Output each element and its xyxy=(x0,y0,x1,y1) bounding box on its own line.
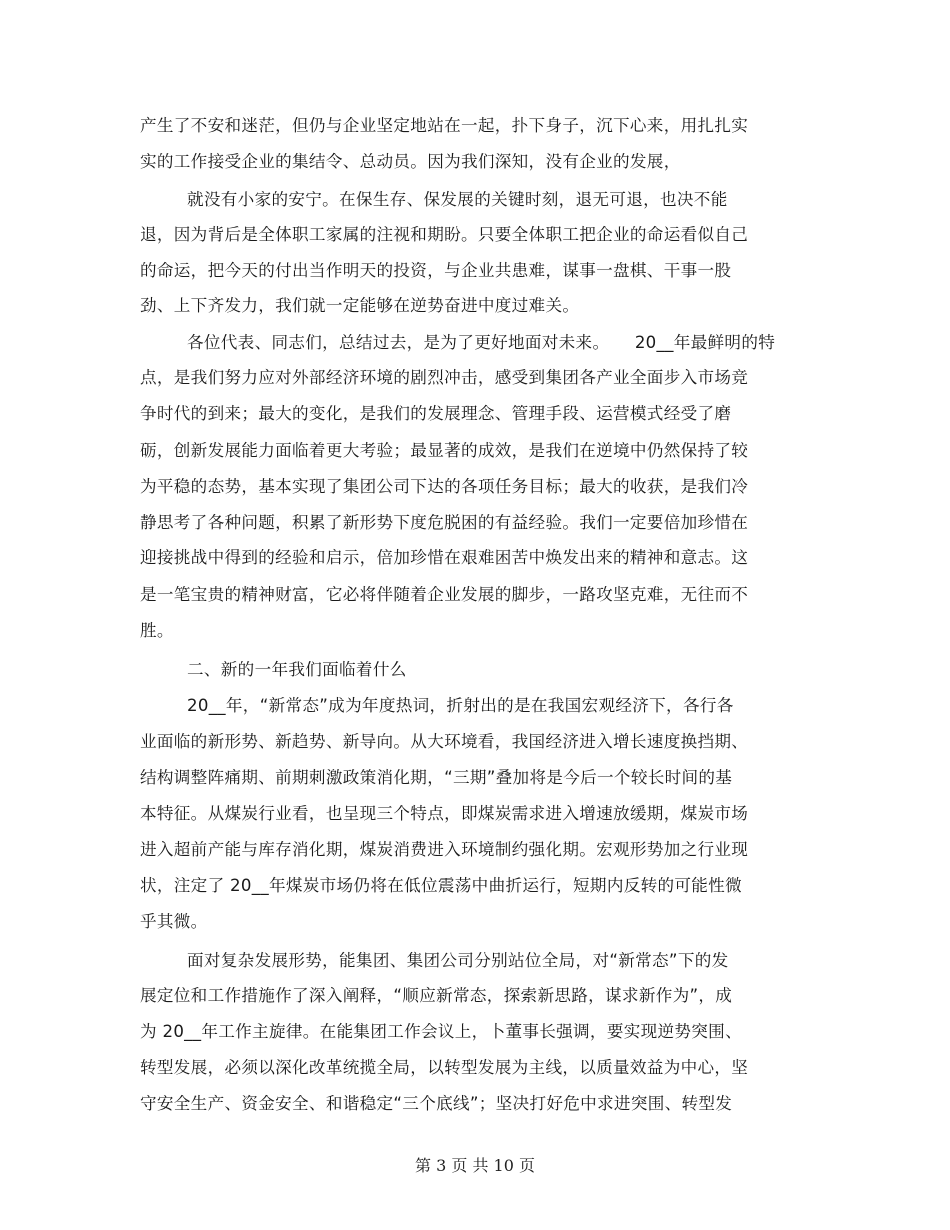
text-line: 面对复杂发展形势，能集团、集团公司分别站位全局，对“新常态”下的发 xyxy=(187,951,729,970)
text-line: 业面临的新形势、新趋势、新导向。从大环境看，我国经济进入增长速度换挡期、 xyxy=(140,732,749,751)
text-line: 的命运，把今天的付出当作明天的投资，与企业共患难，谋事一盘棋、干事一股 xyxy=(140,261,732,280)
text-line: 进入超前产能与库存消化期，煤炭消费进入环境制约强化期。宏观形势加之行业现 xyxy=(140,840,749,859)
text-line: 实的工作接受企业的集结令、总动员。因为我们深知，没有企业的发展， xyxy=(140,152,681,171)
text-line: 是一笔宝贵的精神财富，它必将伴随着企业发展的脚步，一路攻坚克难，无往而不 xyxy=(140,585,749,604)
text-line: 就没有小家的安宁。在保生存、保发展的关键时刻，退无可退，也决不能 xyxy=(187,190,728,209)
text-line: 争时代的到来；最大的变化，是我们的发展理念、管理手段、运营模式经受了磨 xyxy=(140,404,732,423)
text-line: 为平稳的态势，基本实现了集团公司下达的各项任务目标；最大的收获，是我们冷 xyxy=(140,477,749,496)
text-line: 点，是我们努力应对外部经济环境的剧烈冲击，感受到集团各产业全面步入市场竞 xyxy=(140,368,749,387)
text-line: 结构调整阵痛期、前期刺激政策消化期，“三期”叠加将是今后一个较长时间的基 xyxy=(140,768,733,787)
text-line: 转型发展，必须以深化改革统揽全局，以转型发展为主线，以质量效益为中心，坚 xyxy=(140,1058,749,1077)
text-line: 劲、上下齐发力，我们就一定能够在逆势奋进中度过难关。 xyxy=(140,296,580,315)
text-line: 为 20__年工作主旋律。在能集团工作会议上，卜董事长强调，要实现逆势突围、 xyxy=(140,1022,742,1041)
text-line: 迎接挑战中得到的经验和启示，倍加珍惜在艰难困苦中焕发出来的精神和意志。这 xyxy=(140,548,749,567)
text-line: 胜。 xyxy=(140,621,174,640)
text-line: 20__年，“新常态”成为年度热词，折射出的是在我国宏观经济下，各行各 xyxy=(187,696,734,715)
text-line: 本特征。从煤炭行业看，也呈现三个特点，即煤炭需求进入增速放缓期，煤炭市场 xyxy=(140,804,749,823)
text-line: 状，注定了 20__年煤炭市场仍将在低位震荡中曲折运行，短期内反转的可能性微 xyxy=(140,876,742,895)
text-line: 各位代表、同志们，总结过去，是为了更好地面对未来。 20__年最鲜明的特 xyxy=(187,333,776,352)
text-line: 乎其微。 xyxy=(140,912,208,931)
text-line: 展定位和工作措施作了深入阐释，“顺应新常态，探索新思路，谋求新作为”，成 xyxy=(140,986,733,1005)
page-number-footer: 第 3 页 共 10 页 xyxy=(415,1156,535,1175)
text-line: 守安全生产、资金安全、和谐稳定“三个底线”；坚决打好危中求进突围、转型发 xyxy=(140,1094,733,1113)
text-line: 产生了不安和迷茫，但仍与企业坚定地站在一起，扑下身子，沉下心来，用扎扎实 xyxy=(140,116,749,135)
text-line: 砺，创新发展能力面临着更大考验；最显著的成效，是我们在逆境中仍然保持了较 xyxy=(140,441,749,460)
text-line: 退，因为背后是全体职工家属的注视和期盼。只要全体职工把企业的命运看似自己 xyxy=(140,225,749,244)
section-heading: 二、新的一年我们面临着什么 xyxy=(187,660,407,679)
text-line: 静思考了各种问题，积累了新形势下度危脱困的有益经验。我们一定要倍加珍惜在 xyxy=(140,513,749,532)
